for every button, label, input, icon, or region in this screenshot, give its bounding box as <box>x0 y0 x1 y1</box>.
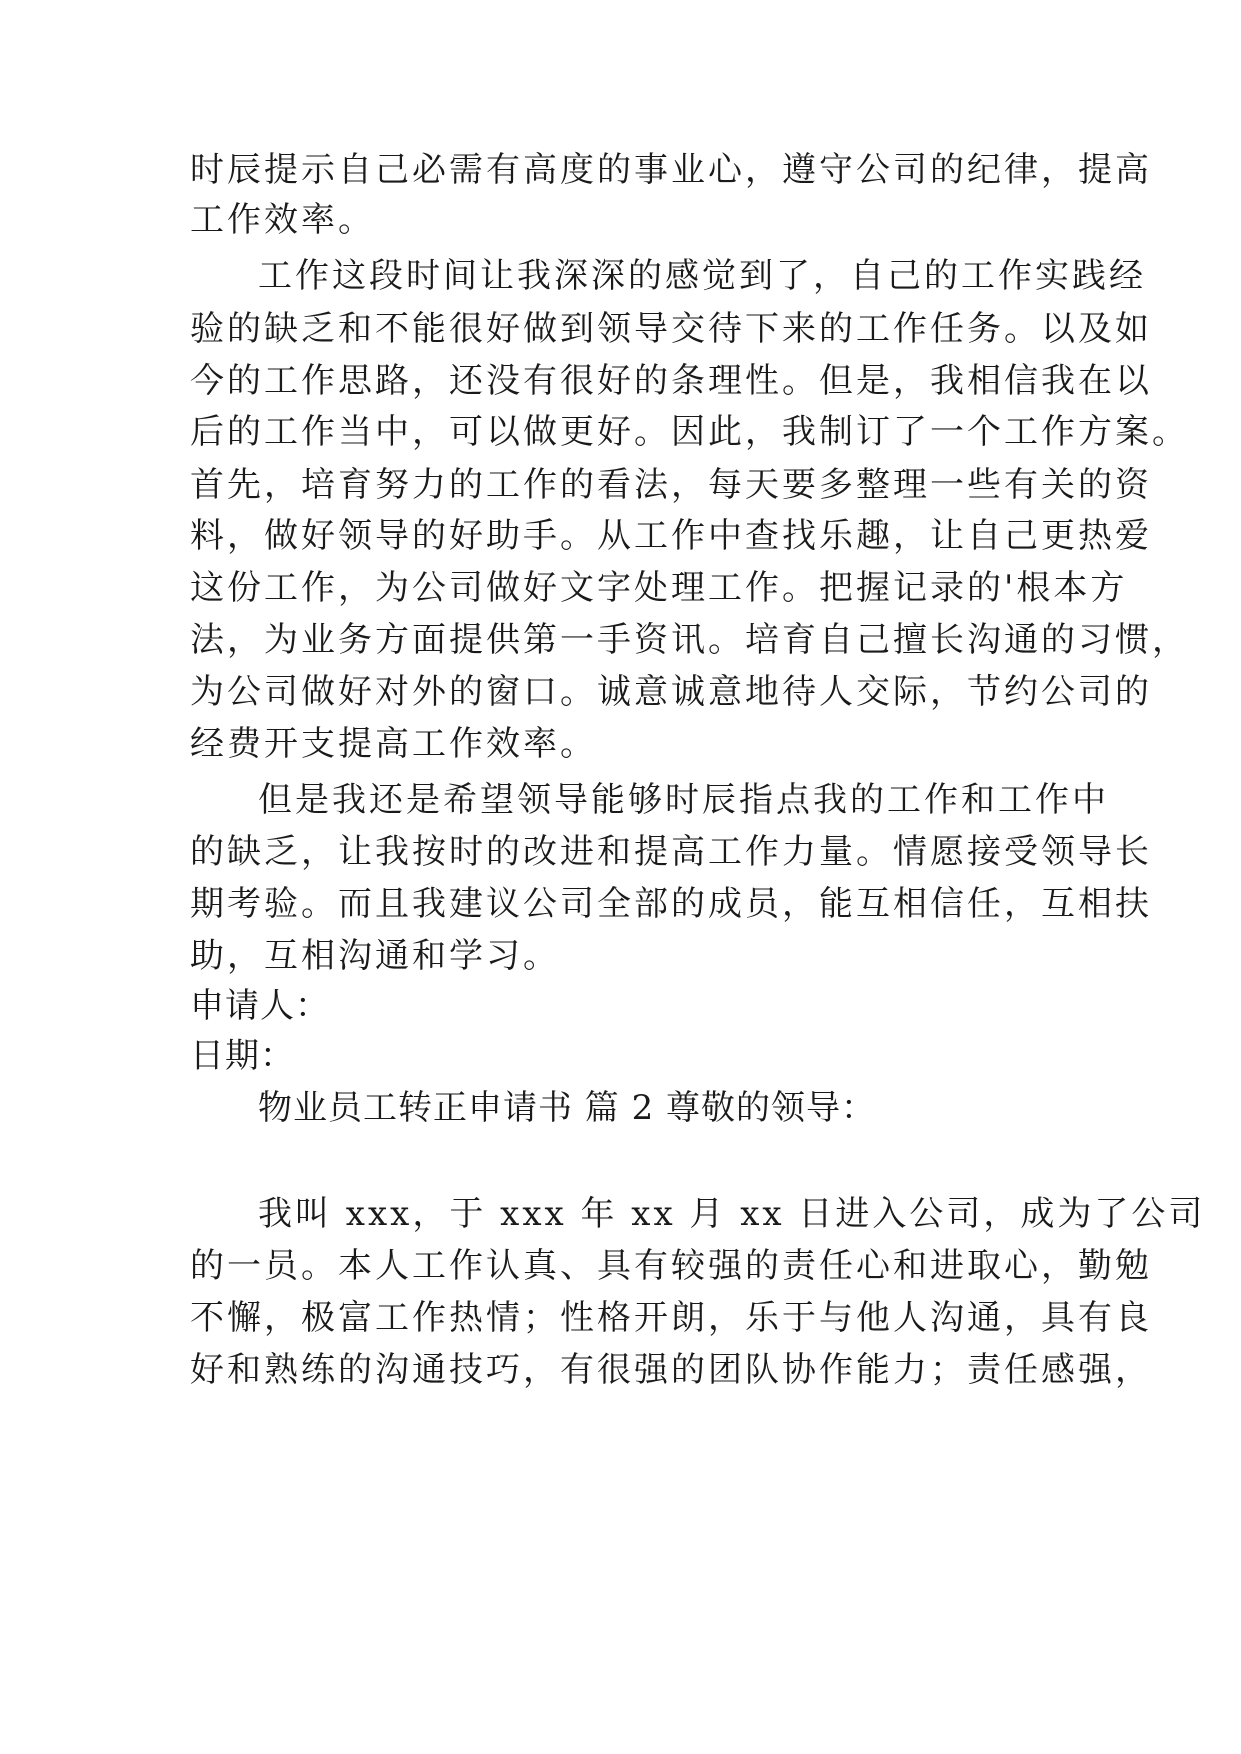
body-line: 首先，培育努力的工作的看法，每天要多整理一些有关的资 <box>190 465 1152 505</box>
applicant-label: 申请人： <box>190 986 330 1026</box>
body-line: 好和熟练的沟通技巧，有很强的团队协作能力；责任感强， <box>190 1350 1152 1390</box>
body-line: 时辰提示自己必需有高度的事业心，遵守公司的纪律，提高 <box>190 150 1152 190</box>
body-line: 工作效率。 <box>190 200 375 240</box>
body-line: 法，为业务方面提供第一手资讯。培育自己擅长沟通的习惯， <box>190 620 1189 660</box>
body-line: 料，做好领导的好助手。从工作中查找乐趣，让自己更热爱 <box>190 516 1152 556</box>
body-line: 经费开支提高工作效率。 <box>190 724 597 764</box>
body-line: 期考验。而且我建议公司全部的成员，能互相信任，互相扶 <box>190 884 1152 924</box>
date-label: 日期： <box>190 1036 295 1076</box>
body-line: 助，互相沟通和学习。 <box>190 936 560 976</box>
body-line: 这份工作，为公司做好文字处理工作。把握记录的'根本方 <box>190 568 1128 608</box>
body-line: 不懈，极富工作热情；性格开朗，乐于与他人沟通，具有良 <box>190 1298 1152 1338</box>
section-heading: 物业员工转正申请书 篇 2 尊敬的领导： <box>258 1088 877 1128</box>
paragraph-first-line: 工作这段时间让我深深的感觉到了，自己的工作实践经 <box>258 256 1146 296</box>
paragraph-first-line: 我叫 xxx，于 xxx 年 xx 月 xx 日进入公司，成为了公司 <box>258 1194 1206 1234</box>
body-line: 的缺乏，让我按时的改进和提高工作力量。情愿接受领导长 <box>190 832 1152 872</box>
body-line: 验的缺乏和不能很好做到领导交待下来的工作任务。以及如 <box>190 309 1152 349</box>
paragraph-first-line: 但是我还是希望领导能够时辰指点我的工作和工作中 <box>258 780 1109 820</box>
body-line: 为公司做好对外的窗口。诚意诚意地待人交际，节约公司的 <box>190 672 1152 712</box>
body-line: 后的工作当中，可以做更好。因此，我制订了一个工作方案。 <box>190 412 1189 452</box>
body-line: 今的工作思路，还没有很好的条理性。但是，我相信我在以 <box>190 361 1152 401</box>
body-line: 的一员。本人工作认真、具有较强的责任心和进取心，勤勉 <box>190 1246 1152 1286</box>
